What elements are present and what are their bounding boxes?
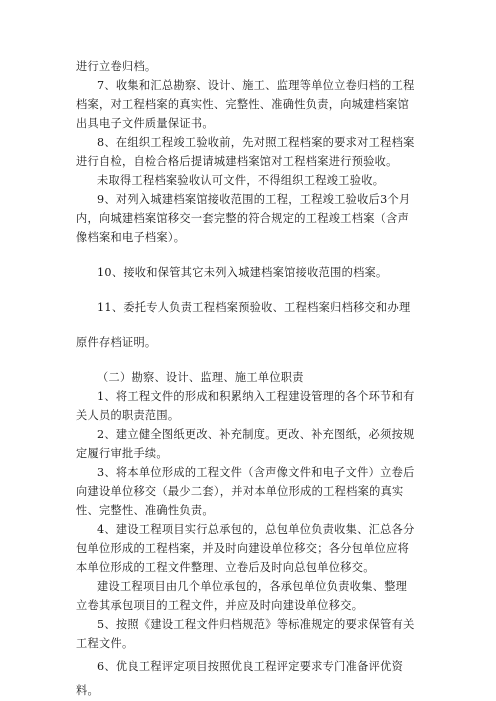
text-line: 4、建设工程项目实行总承包的，总包单位负责收集、汇总各分: [97, 523, 415, 536]
text-line: 未取得工程档案验收认可文件，不得组织工程竣工验收。: [97, 174, 385, 187]
text-line: 立卷其承包项目的工程文件，并应及时向建设单位移交。: [76, 599, 364, 612]
text-line: 1、将工程文件的形成和积累纳入工程建设管理的各个环节和有: [97, 390, 415, 403]
text-line: 8、在组织工程竣工验收前，先对照工程档案的要求对工程档案: [97, 136, 415, 149]
text-line: 9、对列入城建档案馆接收范围的工程，工程竣工验收后3个月: [97, 193, 411, 206]
text-line: 性、完整性、准确性负责。: [76, 504, 214, 517]
text-line: 定履行审批手续。: [76, 447, 168, 460]
section-heading: （二）勘察、设计、监理、施工单位职责: [97, 371, 304, 384]
text-line: 档案，对工程档案的真实性、完整性、准确性负责，向城建档案馆: [76, 98, 410, 111]
text-line: 向建设单位移交（最少二套），并对本单位形成的工程档案的真实: [76, 485, 404, 498]
text-line: 出具电子文件质量保证书。: [76, 117, 214, 130]
text-line: 料。: [76, 684, 99, 697]
text-line: 包单位形成的工程档案，并及时向建设单位移交；各分包单位应将: [76, 542, 410, 555]
text-line: 11、委托专人负责工程档案预验收、工程档案归档移交和办理: [97, 301, 411, 314]
text-line: 进行自检，自检合格后提请城建档案馆对工程档案进行预验收。: [76, 155, 398, 168]
text-line: 建设工程项目由几个单位承包的，各承包单位负责收集、整理: [97, 580, 408, 593]
text-line: 像档案和电子档案）。: [76, 231, 186, 244]
text-line: 3、将本单位形成的工程文件（含声像文件和电子文件）立卷后: [97, 466, 415, 479]
text-line: 2、建立健全图纸更改、补充制度。更改、补充图纸，必须按规: [97, 428, 415, 441]
text-line: 本单位形成的工程文件整理、立卷后及时向总包单位移交。: [76, 561, 375, 574]
text-line: 关人员的职责范围。: [76, 409, 180, 422]
text-line: 原件存档证明。: [76, 336, 157, 349]
text-line: 10、接收和保管其它未列入城建档案馆接收范围的档案。: [97, 266, 388, 279]
text-line: 5、按照《建设工程文件归档规范》等标准规定的要求保管有关: [97, 618, 415, 631]
text-line: 7、收集和汇总勘察、设计、施工、监理等单位立卷归档的工程: [97, 79, 415, 92]
text-line: 工程文件。: [76, 637, 134, 650]
text-line: 进行立卷归档。: [76, 60, 157, 73]
text-line: 内，向城建档案馆移交一套完整的符合规定的工程竣工档案（含声: [76, 212, 410, 225]
text-line: 6、优良工程评定项目按照优良工程评定要求专门准备评优资: [97, 660, 404, 673]
